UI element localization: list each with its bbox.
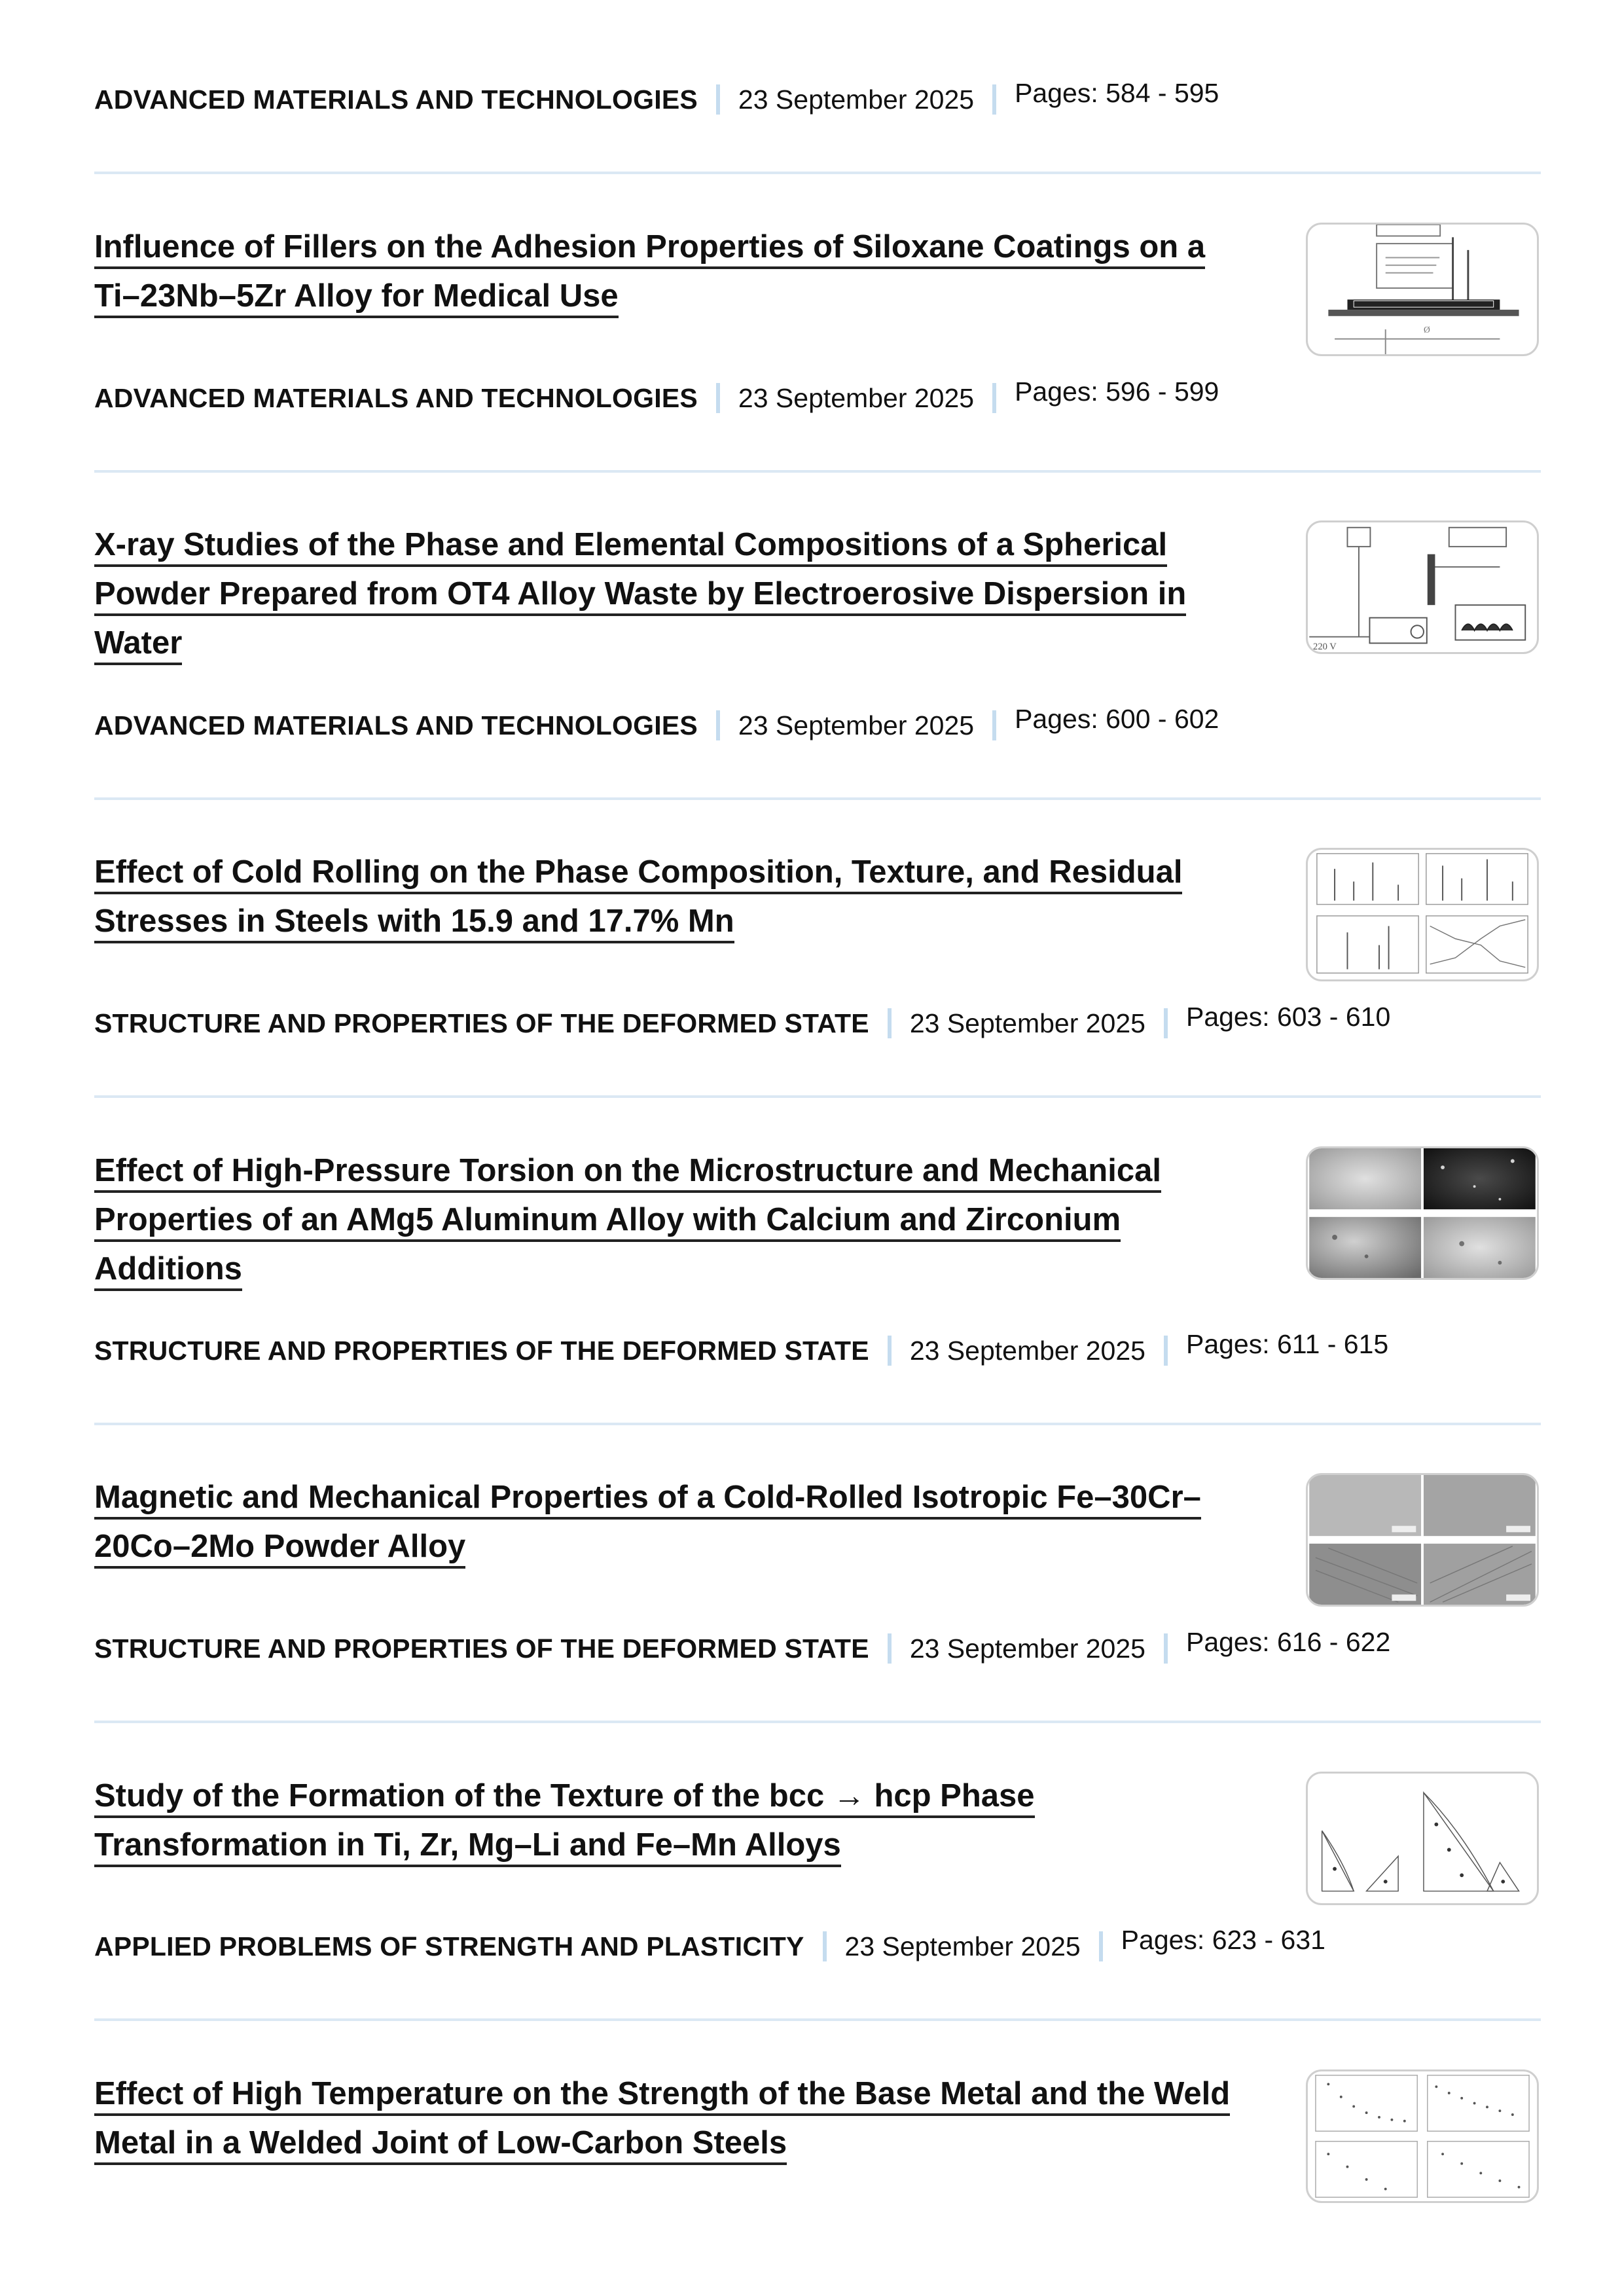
article-title[interactable] bbox=[94, 1473, 1259, 1571]
micrograph-thumbnail-icon bbox=[1308, 1148, 1537, 1278]
section-label: STRUCTURE AND PROPERTIES OF THE DEFORMED STATE bbox=[94, 1008, 869, 1038]
page-range: Pages: 616 - 622 bbox=[1185, 1626, 1391, 1657]
article-title-link[interactable]: Effect of Cold Rolling on the Phase Composition, Texture, and Residual Stresses in Steels with 15.9 and 17.7% Mn bbox=[94, 854, 1182, 943]
article-thumbnail[interactable] bbox=[1306, 1772, 1539, 1905]
section-label: ADVANCED MATERIALS AND TECHNOLOGIES bbox=[94, 84, 698, 115]
micrograph-thumbnail-icon bbox=[1308, 1475, 1537, 1605]
publish-date: 23 September 2025 bbox=[909, 1008, 1145, 1038]
article-meta bbox=[94, 77, 1219, 119]
page-range: Pages: 611 - 615 bbox=[1185, 1328, 1389, 1359]
article-title[interactable] bbox=[94, 1146, 1259, 1294]
separator bbox=[888, 1336, 892, 1366]
article-title-link[interactable]: Effect of High Temperature on the Strength of the Base Metal and the Weld Metal in a Welded Joint of Low-Carbon Steels bbox=[94, 2076, 1230, 2165]
article-thumbnail[interactable] bbox=[1306, 1473, 1539, 1607]
divider bbox=[94, 1095, 1541, 1098]
article-thumbnail[interactable] bbox=[1306, 223, 1539, 356]
page-range: Pages: 600 - 602 bbox=[1015, 703, 1219, 734]
apparatus-thumbnail-icon bbox=[1308, 522, 1537, 652]
publish-date: 23 September 2025 bbox=[909, 1633, 1145, 1664]
article-title-link[interactable]: X-ray Studies of the Phase and Elemental Compositions of a Spherical Powder Prepared from OT4 Alloy Waste by Electroerosive Dispersion in Water bbox=[94, 527, 1186, 665]
page-range: Pages: 584 - 595 bbox=[1015, 77, 1219, 108]
scatter-plot-thumbnail-icon bbox=[1308, 2071, 1537, 2201]
divider bbox=[94, 2018, 1541, 2021]
article-thumbnail[interactable] bbox=[1306, 2069, 1539, 2203]
section-label: STRUCTURE AND PROPERTIES OF THE DEFORMED STATE bbox=[94, 1335, 869, 1366]
svg-text:Ø: Ø bbox=[1423, 325, 1430, 335]
separator bbox=[888, 1008, 892, 1038]
article-thumbnail[interactable] bbox=[1306, 1146, 1539, 1280]
divider bbox=[94, 1423, 1541, 1425]
publish-date: 23 September 2025 bbox=[844, 1931, 1081, 1961]
separator bbox=[888, 1633, 892, 1664]
article-thumbnail[interactable] bbox=[1306, 520, 1539, 654]
separator bbox=[716, 383, 720, 413]
section-label: APPLIED PROBLEMS OF STRENGTH AND PLASTICITY bbox=[94, 1931, 804, 1961]
article-title-link[interactable]: Magnetic and Mechanical Properties of a Cold-Rolled Isotropic Fe–30Cr–20Co–2Mo Powder Alloy bbox=[94, 1480, 1201, 1569]
section-label: STRUCTURE AND PROPERTIES OF THE DEFORMED STATE bbox=[94, 1633, 869, 1664]
article-title[interactable] bbox=[94, 848, 1259, 946]
publish-date: 23 September 2025 bbox=[738, 84, 975, 115]
separator bbox=[823, 1931, 827, 1961]
separator bbox=[992, 710, 996, 740]
divider bbox=[94, 470, 1541, 473]
publish-date: 23 September 2025 bbox=[909, 1335, 1145, 1366]
separator bbox=[716, 710, 720, 740]
divider bbox=[94, 1721, 1541, 1723]
divider bbox=[94, 797, 1541, 800]
article-title[interactable] bbox=[94, 1772, 1259, 1870]
article-meta bbox=[94, 378, 1219, 418]
article-meta bbox=[94, 1328, 1389, 1370]
separator bbox=[992, 383, 996, 413]
article-title-link[interactable]: Influence of Fillers on the Adhesion Properties of Siloxane Coatings on a Ti–23Nb–5Zr Alloy for Medical Use bbox=[94, 229, 1205, 318]
separator bbox=[1164, 1633, 1168, 1664]
article-title[interactable] bbox=[94, 2069, 1259, 2168]
publish-date: 23 September 2025 bbox=[738, 382, 975, 413]
article-meta bbox=[94, 703, 1219, 745]
diagram-thumbnail-icon bbox=[1308, 225, 1537, 354]
article-meta bbox=[94, 1001, 1391, 1043]
article-thumbnail[interactable] bbox=[1306, 848, 1539, 981]
xrd-thumbnail-icon bbox=[1308, 850, 1537, 979]
section-label: ADVANCED MATERIALS AND TECHNOLOGIES bbox=[94, 382, 698, 413]
article-title-link[interactable]: Effect of High-Pressure Torsion on the Microstructure and Mechanical Properties of an AMg5 Aluminum Alloy with Calcium and Zirconium Additions bbox=[94, 1153, 1161, 1291]
page-range: Pages: 623 - 631 bbox=[1121, 1924, 1325, 1955]
page-range: Pages: 603 - 610 bbox=[1185, 1001, 1391, 1032]
article-title[interactable] bbox=[94, 520, 1259, 668]
publish-date: 23 September 2025 bbox=[738, 710, 975, 740]
article-meta bbox=[94, 1626, 1391, 1668]
svg-text:220 V: 220 V bbox=[1313, 642, 1337, 652]
divider bbox=[94, 172, 1541, 174]
stereographic-thumbnail-icon bbox=[1308, 1774, 1537, 1903]
article-title-link[interactable]: Study of the Formation of the Texture of the bcc → hcp Phase Transformation in Ti, Zr, Mg–Li and Fe–Mn Alloys bbox=[94, 1778, 1035, 1867]
separator bbox=[1164, 1008, 1168, 1038]
separator bbox=[716, 84, 720, 115]
section-label: ADVANCED MATERIALS AND TECHNOLOGIES bbox=[94, 710, 698, 740]
article-meta bbox=[94, 1924, 1325, 1966]
page-range: Pages: 596 - 599 bbox=[1015, 376, 1219, 407]
separator bbox=[1099, 1931, 1103, 1961]
article-title[interactable] bbox=[94, 223, 1259, 321]
separator bbox=[992, 84, 996, 115]
separator bbox=[1164, 1336, 1168, 1366]
